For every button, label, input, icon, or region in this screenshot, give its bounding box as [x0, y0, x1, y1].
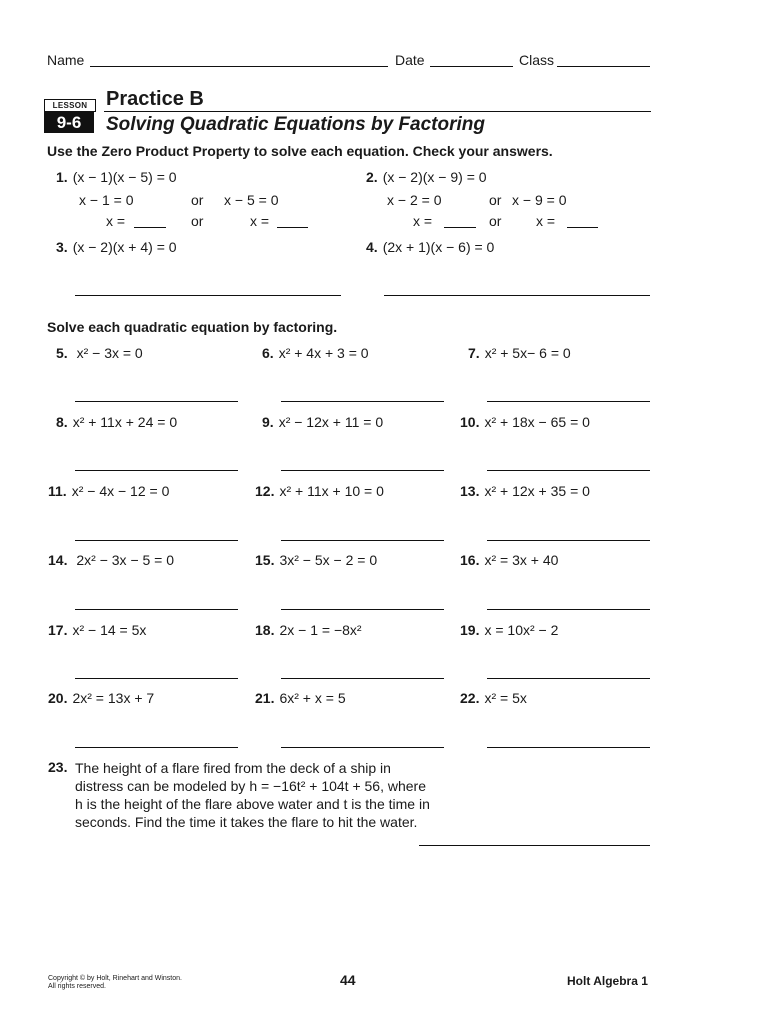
problem-number: 1.	[56, 169, 68, 185]
problem-number: 4.	[366, 239, 378, 255]
problem-12	[255, 483, 384, 499]
problem-equation: 2x² = 13x + 7	[72, 690, 155, 706]
class-label: Class	[519, 52, 555, 68]
or-text: or	[191, 213, 204, 229]
copyright-line-1: Copyright © by Holt, Rinehart and Winston.	[48, 975, 182, 982]
answer-line[interactable]	[487, 678, 650, 679]
problem-number: 21.	[255, 690, 275, 706]
or-text: or	[489, 213, 502, 229]
x-right-label: x =	[536, 213, 556, 229]
problem-equation: x² + 12x + 35 = 0	[484, 483, 590, 499]
answer-line[interactable]	[487, 401, 650, 402]
problem-3	[56, 239, 177, 255]
problem-number: 10.	[460, 414, 480, 430]
x-right-label: x =	[250, 213, 270, 229]
answer-blank[interactable]	[567, 227, 598, 228]
problem-number: 22.	[460, 690, 480, 706]
problem-number: 2.	[366, 169, 378, 185]
problem-number: 19.	[460, 622, 480, 638]
problem-equation: x = 10x² − 2	[484, 622, 559, 638]
answer-line[interactable]	[75, 295, 341, 296]
or-text: or	[191, 192, 204, 208]
problem-number: 20.	[48, 690, 68, 706]
problem-number: 13.	[460, 483, 480, 499]
lesson-number: 9-6	[44, 112, 94, 133]
section1-instruction: Use the Zero Product Property to solve each equation. Check your answers.	[47, 143, 553, 159]
problem-number: 6.	[262, 345, 274, 361]
problem-6	[262, 345, 369, 361]
step-left: x − 2 = 0	[387, 192, 442, 208]
problem-equation: x² + 4x + 3 = 0	[278, 345, 369, 361]
problem-number: 5.	[56, 345, 68, 361]
problem-equation: x² − 4x − 12 = 0	[71, 483, 170, 499]
step-right: x − 9 = 0	[512, 192, 567, 208]
answer-line[interactable]	[281, 401, 444, 402]
problem-22	[460, 690, 527, 706]
problem-9	[262, 414, 383, 430]
word-problem-text: The height of a flare fired from the deck of a ship in distress can be modeled by h = −16t² + 104t + 56, where h is the height of the flare above water and t is the time in seconds. Find the time it takes the flare to hit the water.	[75, 760, 430, 830]
problem-18	[255, 622, 362, 638]
answer-line[interactable]	[281, 540, 444, 541]
problem-equation: x² − 3x = 0	[76, 345, 143, 361]
problem-equation: 2x² − 3x − 5 = 0	[72, 552, 175, 568]
problem-number: 7.	[468, 345, 480, 361]
answer-blank[interactable]	[277, 227, 308, 228]
problem-equation: (x − 1)(x − 5) = 0	[72, 169, 177, 185]
problem-number: 23.	[48, 759, 68, 775]
title-rule	[104, 111, 651, 112]
answer-line[interactable]	[281, 609, 444, 610]
problem-21	[255, 690, 346, 706]
problem-number: 17.	[48, 622, 68, 638]
answer-line[interactable]	[487, 470, 650, 471]
problem-11	[48, 483, 169, 499]
problem-number: 14.	[48, 552, 68, 568]
answer-line[interactable]	[75, 609, 238, 610]
problem-number: 3.	[56, 239, 68, 255]
answer-line[interactable]	[75, 470, 238, 471]
answer-blank[interactable]	[444, 227, 476, 228]
x-left-label: x =	[413, 213, 433, 229]
answer-line[interactable]	[281, 470, 444, 471]
problem-equation: (x − 2)(x + 4) = 0	[72, 239, 177, 255]
problem-7	[468, 345, 571, 361]
problem-equation: (2x + 1)(x − 6) = 0	[382, 239, 495, 255]
problem-10	[460, 414, 590, 430]
problem-number: 9.	[262, 414, 274, 430]
problem-equation: x² + 11x + 10 = 0	[279, 483, 384, 499]
date-label: Date	[395, 52, 425, 68]
problem-equation: (x − 2)(x − 9) = 0	[382, 169, 487, 185]
answer-line[interactable]	[75, 747, 238, 748]
problem-number: 15.	[255, 552, 275, 568]
problem-equation: 3x² − 5x − 2 = 0	[279, 552, 378, 568]
problem-8	[56, 414, 177, 430]
problem-14	[48, 552, 174, 568]
book-title: Holt Algebra 1	[567, 974, 648, 988]
copyright-line-2: All rights reserved.	[48, 983, 106, 990]
answer-line[interactable]	[487, 747, 650, 748]
problem-equation: x² + 18x − 65 = 0	[484, 414, 590, 430]
problem-equation: 2x − 1 = −8x²	[279, 622, 362, 638]
answer-line[interactable]	[281, 747, 444, 748]
name-label: Name	[47, 52, 85, 68]
answer-line[interactable]	[75, 678, 238, 679]
problem-19	[460, 622, 558, 638]
problem-equation: 6x² + x = 5	[279, 690, 346, 706]
problem-equation: x² = 5x	[484, 690, 527, 706]
lesson-label: LESSON	[44, 99, 96, 112]
date-field[interactable]	[430, 66, 513, 67]
problem-17	[48, 622, 146, 638]
problem-4	[366, 239, 494, 255]
step-right: x − 5 = 0	[224, 192, 279, 208]
problem-equation: x² − 14 = 5x	[72, 622, 147, 638]
problem-16	[460, 552, 558, 568]
page-title: Practice B	[106, 88, 204, 110]
page-number: 44	[340, 972, 356, 988]
problem-20	[48, 690, 154, 706]
problem-number: 8.	[56, 414, 68, 430]
answer-line[interactable]	[487, 540, 650, 541]
section2-instruction: Solve each quadratic equation by factoring.	[47, 319, 338, 335]
answer-line[interactable]	[281, 678, 444, 679]
problem-number: 12.	[255, 483, 275, 499]
answer-line[interactable]	[419, 845, 650, 846]
problem-1	[56, 169, 177, 185]
answer-line[interactable]	[75, 540, 238, 541]
problem-5	[56, 345, 143, 361]
problem-number: 16.	[460, 552, 480, 568]
class-field[interactable]	[557, 66, 650, 67]
problem-equation: x² + 5x− 6 = 0	[484, 345, 571, 361]
answer-line[interactable]	[75, 401, 238, 402]
problem-equation: x² = 3x + 40	[484, 552, 559, 568]
problem-13	[460, 483, 590, 499]
answer-blank[interactable]	[134, 227, 166, 228]
step-left: x − 1 = 0	[79, 192, 134, 208]
problem-number: 11.	[48, 483, 67, 499]
name-field[interactable]	[90, 66, 388, 67]
x-left-label: x =	[106, 213, 126, 229]
problem-equation: x² + 11x + 24 = 0	[72, 414, 178, 430]
or-text: or	[489, 192, 502, 208]
problem-equation: x² − 12x + 11 = 0	[278, 414, 384, 430]
problem-number: 18.	[255, 622, 275, 638]
page-subtitle: Solving Quadratic Equations by Factoring	[106, 114, 485, 135]
problem-2	[366, 169, 487, 185]
problem-15	[255, 552, 377, 568]
answer-line[interactable]	[487, 609, 650, 610]
answer-line[interactable]	[384, 295, 650, 296]
